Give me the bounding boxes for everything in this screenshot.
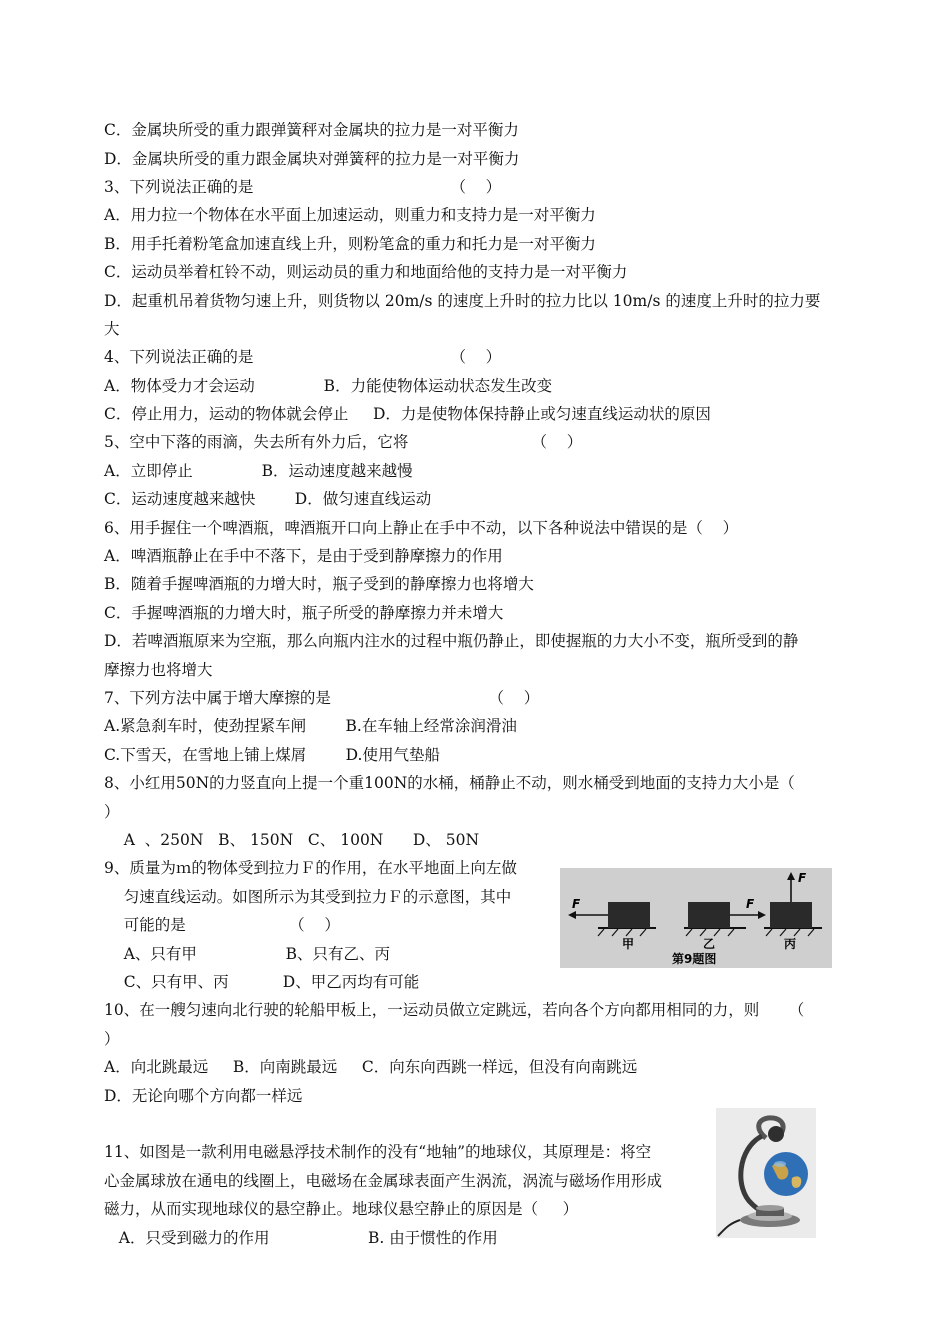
text-line: ）: [104, 803, 120, 821]
text-line: 7、下列方法中属于增大摩擦的是 （ ）: [104, 689, 540, 707]
force-label: F: [798, 871, 807, 885]
text-line: A．啤酒瓶静止在手中不落下，是由于受到静摩擦力的作用: [104, 547, 503, 565]
text-line: D．无论向哪个方向都一样远: [104, 1087, 303, 1105]
label-yi: 乙: [703, 937, 716, 951]
text-line: B．用手托着粉笔盒加速直线上升，则粉笔盒的重力和托力是一对平衡力: [104, 235, 596, 253]
text-line: 10、在一艘匀速向北行驶的轮船甲板上，一运动员做立定跳远，若向各个方向都用相同的力，则 （: [104, 1001, 805, 1019]
text-line: B．随着手握啤酒瓶的力增大时，瓶子受到的静摩擦力也将增大: [104, 575, 534, 593]
text-line: A．立即停止 B．运动速度越来越慢: [104, 462, 413, 480]
text-line: 3、下列说法正确的是 （ ）: [104, 178, 502, 196]
figure-caption: 第9题图: [672, 952, 717, 966]
text-line: D．若啤酒瓶原来为空瓶，那么向瓶内注水的过程中瓶仍静止，即使握瓶的力大小不变，瓶所受到的静: [104, 632, 799, 650]
text-line: C．金属块所受的重力跟弹簧秤对金属块的拉力是一对平衡力: [104, 121, 519, 139]
text-line: C．手握啤酒瓶的力增大时，瓶子所受的静摩擦力并未增大: [104, 604, 504, 622]
label-bing: 丙: [784, 937, 797, 951]
text-line: 8、小红用50N的力竖直向上提一个重100N的水桶，桶静止不动，则水桶受到地面的支持力大小是（: [104, 774, 795, 792]
text-line: A.紧急刹车时，使劲捏紧车闸 B.在车轴上经常涂润滑油: [104, 717, 517, 735]
arrow-left-icon: [568, 911, 576, 919]
text-line: 可能的是 （ ）: [104, 916, 340, 934]
text-line: C、只有甲、丙 D、甲乙丙均有可能: [104, 973, 420, 991]
text-line: C．停止用力，运动的物体就会停止 D．力是使物体保持静止或匀速直线运动状的原因: [104, 405, 711, 423]
text-line: 6、用手握住一个啤酒瓶，啤酒瓶开口向上静止在手中不动，以下各种说法中错误的是（ ）: [104, 519, 739, 537]
block-yi: [688, 902, 730, 928]
text-line: 摩擦力也将增大: [104, 661, 213, 679]
text-line: C．运动员举着杠铃不动，则运动员的重力和地面给他的支持力是一对平衡力: [104, 263, 628, 281]
block-bing: [770, 902, 812, 928]
arrow-up-icon: [787, 872, 795, 880]
text-line: D．起重机吊着货物匀速上升，则货物以 20m/s 的速度上升时的拉力比以 10m/s 的速度上升时的拉力要: [104, 292, 821, 310]
text-line: 匀速直线运动。如图所示为其受到拉力Ｆ的示意图，其中: [104, 888, 512, 906]
force-diagram: [560, 868, 832, 968]
text-line: 5、空中下落的雨滴，失去所有外力后，它将 （ ）: [104, 433, 583, 451]
block-jia: [608, 902, 650, 928]
arrow-right-icon: [758, 911, 766, 919]
text-line: 磁力，从而实现地球仪的悬空静止。地球仪悬空静止的原因是（ ）: [104, 1200, 579, 1218]
text-line: A．只受到磁力的作用 B. 由于惯性的作用: [104, 1229, 498, 1247]
label-jia: 甲: [622, 937, 635, 951]
text-line: C.下雪天，在雪地上铺上煤屑 D.使用气垫船: [104, 746, 440, 764]
text-line: A．向北跳最远 B．向南跳最远 C．向东向西跳一样远，但没有向南跳远: [104, 1058, 638, 1076]
force-label: F: [746, 897, 755, 911]
text-line: ）: [104, 1030, 120, 1048]
text-line: 11、如图是一款利用电磁悬浮技术制作的没有“地轴”的地球仪，其原理是：将空: [104, 1143, 652, 1161]
text-line: 4、下列说法正确的是 （ ）: [104, 348, 502, 366]
question-9-figure: [560, 868, 832, 968]
text-line: A．物体受力才会运动 B．力能使物体运动状态发生改变: [104, 377, 553, 395]
text-line: A．用力拉一个物体在水平面上加速运动，则重力和支持力是一对平衡力: [104, 206, 596, 224]
text-line: A、只有甲 B、只有乙、丙: [104, 945, 390, 963]
text-line: A 、250N B、 150N C、 100N D、 50N: [104, 831, 480, 849]
text-line: D．金属块所受的重力跟金属块对弹簧秤的拉力是一对平衡力: [104, 150, 520, 168]
question-11-photo: [716, 1108, 816, 1238]
text-line: C．运动速度越来越快 D．做匀速直线运动: [104, 490, 432, 508]
force-label: F: [572, 897, 581, 911]
text-line: 心金属球放在通电的线圈上，电磁场在金属球表面产生涡流，涡流与磁场作用形成: [104, 1172, 663, 1190]
text-line: 9、质量为ｍ的物体受到拉力Ｆ的作用，在水平地面上向左做: [104, 859, 517, 877]
text-line: 大: [104, 320, 120, 338]
levitating-globe-image: [716, 1108, 816, 1238]
